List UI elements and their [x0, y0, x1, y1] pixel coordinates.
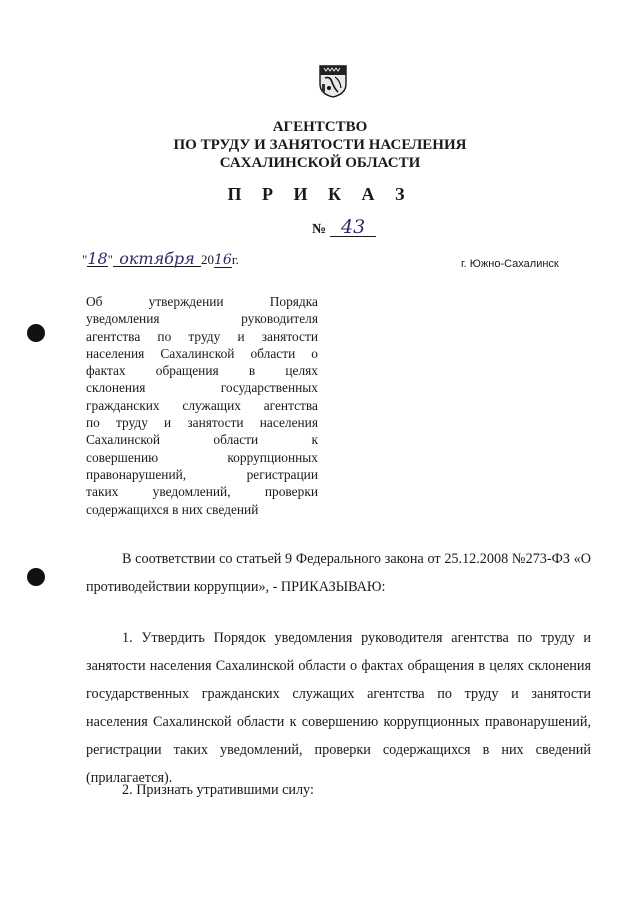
- subject-line: Об утверждении Порядка: [86, 294, 318, 309]
- order-item-2: 2. Признать утратившими силу:: [122, 782, 314, 798]
- subject-line: содержащихся в них сведений: [86, 501, 259, 517]
- subject-line: правонарушений, регистрации: [86, 466, 318, 482]
- number-sign: №: [312, 222, 327, 237]
- order-number-value: 43: [330, 218, 376, 237]
- date-open-quote: ": [82, 252, 88, 267]
- hole-punch-mark: [27, 324, 45, 342]
- sakhalin-coat-of-arms-icon: [318, 64, 348, 98]
- subject-line: склонения государственных: [86, 380, 318, 396]
- order-date: [82, 249, 239, 268]
- hole-punch-mark: [27, 568, 45, 586]
- subject-line: таких уведомлений, проверки: [86, 484, 318, 500]
- agency-name-line2: ПО ТРУДУ И ЗАНЯТОСТИ НАСЕЛЕНИЯ: [173, 137, 467, 153]
- subject-line: уведомления руководителя: [86, 311, 318, 327]
- subject-line: по труду и занятости населения: [86, 415, 318, 431]
- order-subject: [86, 293, 318, 518]
- subject-line: гражданских служащих агентства: [86, 397, 318, 413]
- order-item-1: 1. Утвердить Порядок уведомления руководителя агентства по труду и занятости населения Сахалинской области о фактах обращения в целях склонения государственных гражданских служащих агентства по труду и занятости населения Сахалинской области к совершению коррупционных правонарушений, регистрации таких уведомлений, проверки содержащихся в них сведений (прилагается).: [86, 630, 591, 786]
- preamble-paragraph: В соответствии со статьей 9 Федерального закона от 25.12.2008 №273-ФЗ «О противодействии коррупции», - ПРИКАЗЫВАЮ:: [86, 551, 591, 595]
- subject-line: совершению коррупционных: [86, 449, 318, 465]
- document-type-title: П Р И К А З: [227, 184, 413, 204]
- subject-line: Сахалинской области к: [86, 432, 318, 448]
- agency-name-line1: АГЕНТСТВО: [272, 119, 368, 135]
- agency-name-line3: САХАЛИНСКОЙ ОБЛАСТИ: [219, 155, 421, 171]
- subject-line: агентства по труду и занятости: [86, 328, 318, 344]
- date-year-suffix: 16: [213, 252, 232, 268]
- date-day: 18: [87, 249, 108, 268]
- date-month: октября: [113, 252, 201, 267]
- subject-line: населения Сахалинской области о: [86, 345, 318, 361]
- city-label: г. Южно-Сахалинск: [461, 258, 559, 270]
- date-year-mark: г.: [231, 252, 239, 267]
- date-close-quote: ": [107, 252, 113, 267]
- date-year-prefix: 20: [200, 252, 214, 267]
- order-number: [312, 218, 376, 238]
- subject-line: фактах обращения в целях: [86, 363, 318, 379]
